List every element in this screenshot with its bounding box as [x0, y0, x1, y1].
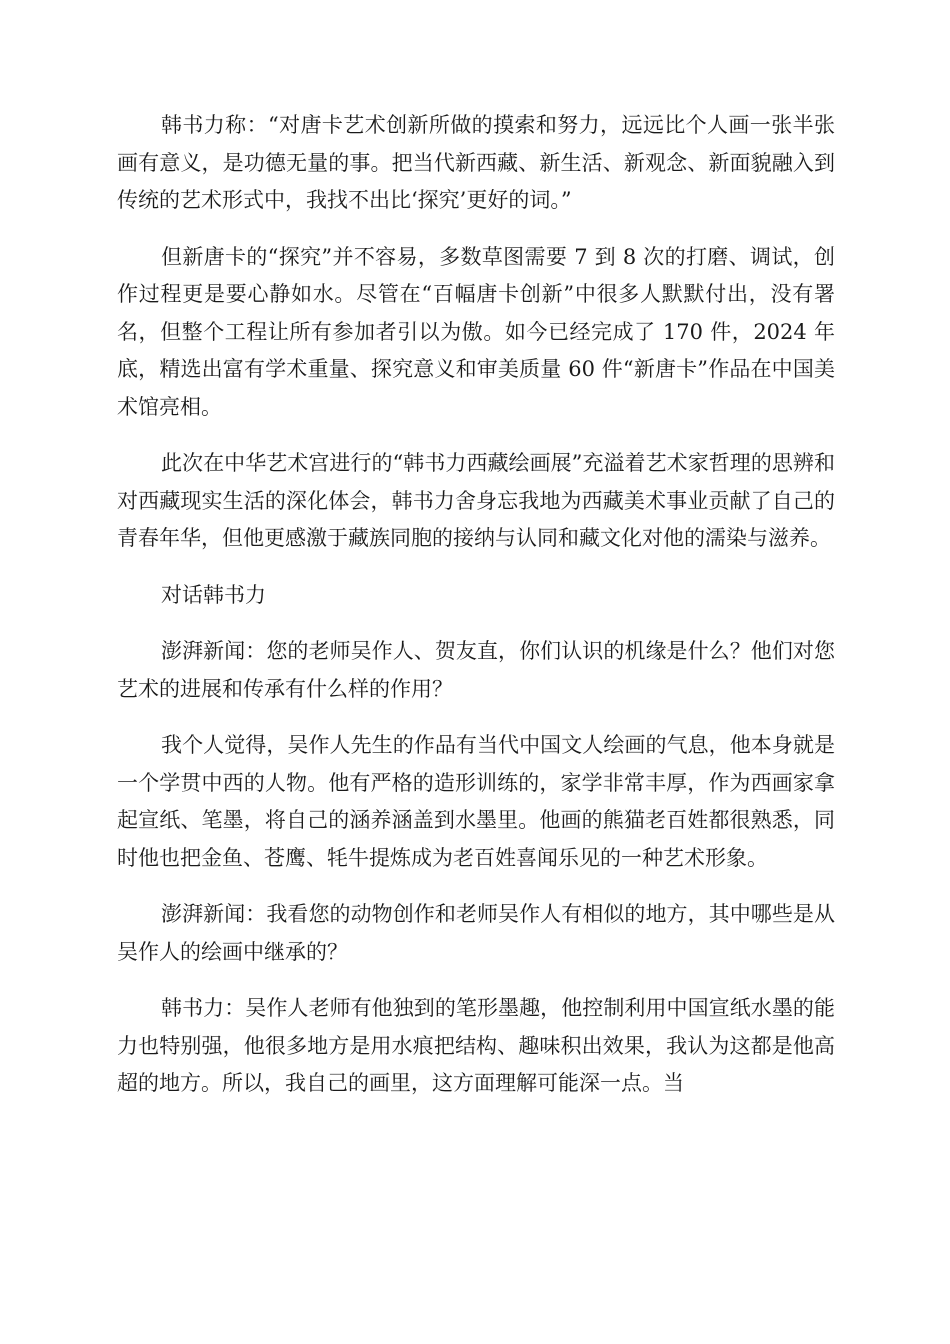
paragraph-new-thangka-exploration: 但新唐卡的“探究”并不容易，多数草图需要 7 到 8 次的打磨、调试，创作过程更是要心静如水。尽管在“百幅唐卡创新”中很多人默默付出，没有署名，但整个工程让所有参加者引以为傲。如今已经完成了 170 件，2024 年底，精选出富有学术重量、探究意义和审美质量 60 件“新唐卡”作品在中国美术馆亮相。: [117, 244, 835, 419]
paragraph-exhibition: 此次在中华艺术宫进行的“韩书力西藏绘画展”充溢着艺术家哲理的思辨和对西藏现实生活的深化体会，韩书力舍身忘我地为西藏美术事业贡献了自己的青春年华，但他更感激于藏族同胞的接纳与认同和藏文化对他的濡染与滋养。: [117, 451, 835, 550]
paragraph-question-animals: 澎湃新闻：我看您的动物创作和老师吴作人有相似的地方，其中哪些是从吴作人的绘画中继承的？: [117, 902, 835, 964]
paragraph-answer-ink: 韩书力：吴作人老师有他独到的笔形墨趣，他控制利用中国宣纸水墨的能力也特别强，他很多地方是用水痕把结构、趣味积出效果，我认为这都是他高超的地方。所以，我自己的画里，这方面理解可能深一点。当: [117, 996, 835, 1095]
paragraph-answer-wu-zuoren: 我个人觉得，吴作人先生的作品有当代中国文人绘画的气息，他本身就是一个学贯中西的人物。他有严格的造形训练的，家学非常丰厚，作为西画家拿起宣纸、笔墨，将自己的涵养涵盖到水墨里。他画的熊猫老百姓都很熟悉，同时他也把金鱼、苍鹰、牦牛提炼成为老百姓喜闻乐见的一种艺术形象。: [117, 733, 835, 870]
paragraph-question-teachers: 澎湃新闻：您的老师吴作人、贺友直，你们认识的机缘是什么？他们对您艺术的进展和传承有什么样的作用？: [117, 639, 835, 701]
document-page: [117, 107, 835, 1122]
paragraph-han-shuli-quote: 韩书力称：“对唐卡艺术创新所做的摸索和努力，远远比个人画一张半张画有意义，是功德无量的事。把当代新西藏、新生活、新观念、新面貌融入到传统的艺术形式中，我找不出比‘探究’更好的词。”: [117, 113, 835, 212]
section-heading-dialogue: 对话韩书力: [161, 582, 266, 607]
